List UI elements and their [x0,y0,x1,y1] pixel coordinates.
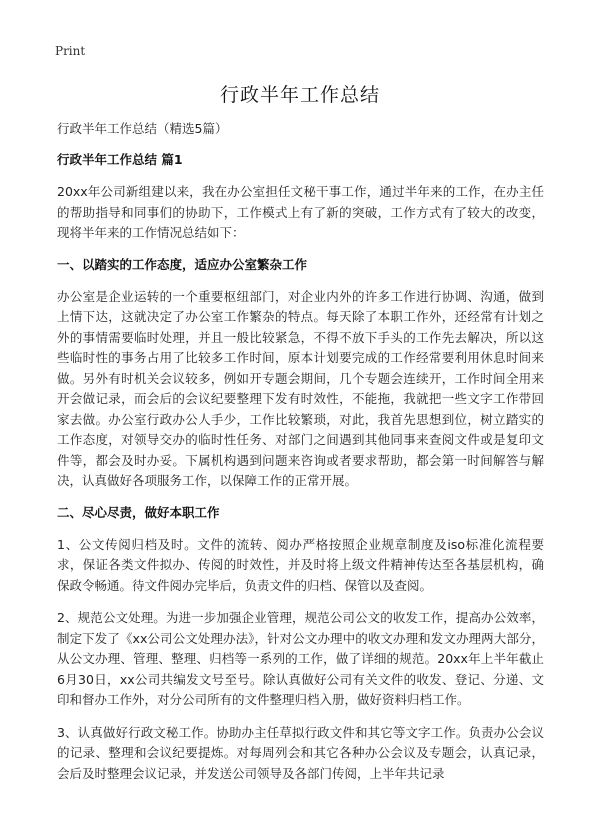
duty-item-3: 3、认真做好行政文秘工作。协助办主任草拟行政文件和其它等文字工作。负责办公会议的记录、整理和会议纪要提炼。对每周列会和其它各种办公会议及专题会，认真记录，会后及时整理会议记录，并发送公司领导及各部门传阅，上半年共记录 [57,724,544,781]
document-body [57,120,544,796]
duty-item-1: 1、公文传阅归档及时。文件的流转、阅办严格按照企业规章制度及iso标准化流程要求，保证各类文件拟办、传阅的时效性，并及时将上级文件精神传达至各基层机构，确保政令畅通。待文件阅办完毕后，负责文件的归档、保管以及查阅。 [57,536,544,593]
heading-work-attitude: 一、以踏实的工作态度，适应办公室繁杂工作 [57,256,308,272]
office-work-paragraph: 办公室是企业运转的一个重要枢纽部门，对企业内外的许多工作进行协调、沟通，做到上情下达，这就决定了办公室工作繁杂的特点。每天除了本职工作外，还经常有计划之外的事情需要临时处理，并且一般比较紧急，不得不放下手头的工作先去解决，所以这些临时性的事务占用了比较多工作时间，原本计划要完成的工作经常要利用休息时间来做。另外有时机关会议较多，例如开专题会期间，几个专题会连续开，工作时间全用来开会做记录，而会后的会议纪要整理下发有时效性，不能拖，我就把一些文字工作带回家去做。办公室行政办公人手少，工作比较繁琐，对此，我首先思想到位，树立踏实的工作态度，对领导交办的临时性任务、对部门之间遇到其他同事来查阅文件或是复印文件等，都会及时办妥。下属机构遇到问题来咨询或者要求帮助，都会第一时间解答与解决，认真做好各项服务工作，以保障工作的正常开展。 [57,288,544,488]
page-title: 行政半年工作总结 [219,84,380,106]
heading-duties: 二、尽心尽责，做好本职工作 [57,504,220,520]
intro-paragraph: 20xx年公司新组建以来，我在办公室担任文秘干事工作，通过半年来的工作，在办主任的帮助指导和同事们的协助下，工作模式上有了新的突破，工作方式有了较大的改变，现将半年来的工作情况总结如下： [57,184,544,240]
print-link[interactable]: Print [55,44,86,58]
duty-item-2: 2、规范公文处理。为进一步加强企业管理，规范公司公文的收发工作，提高办公效率，制定下发了《xx公司公文处理办法》，针对公文办理中的收文办理和发文办理两大部分，从公文办理、管理、整理、归档等一系列的工作，做了详细的规范。20xx年上半年截止6月30日，xx公司共编发文号至号。除认真做好公司有关文件的收发、登记、分递、文印和督办工作外，对分公司所有的文件整理归档入册，做好资料归档工作。 [57,610,544,707]
document-subtitle: 行政半年工作总结（精选5篇） [57,121,228,136]
section-title: 行政半年工作总结 篇1 [57,152,183,167]
